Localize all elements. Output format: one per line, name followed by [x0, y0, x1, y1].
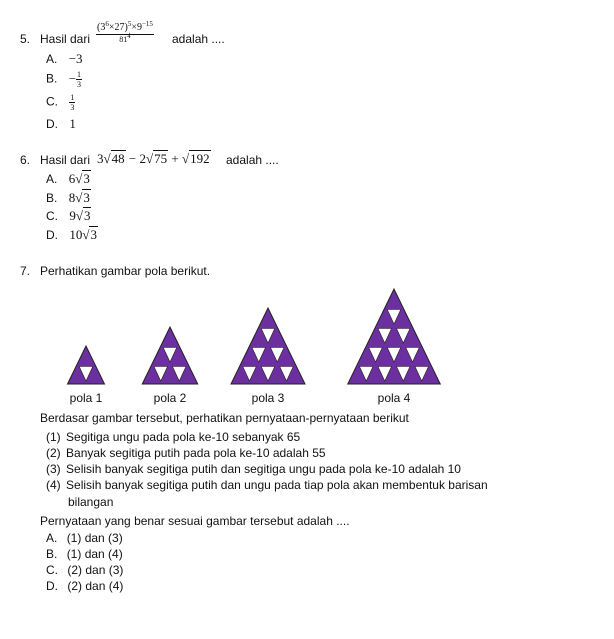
q6-option-radicand: 3	[83, 171, 90, 186]
q6-option-label: B.	[46, 191, 58, 205]
q7-statement-text: Selisih banyak segitiga putih dan segitiga ungu pada pola ke-10 adalah 10	[66, 462, 461, 476]
q6-term-op: +	[171, 151, 179, 166]
pattern-3	[231, 308, 305, 405]
q7-option-label: D.	[46, 579, 58, 593]
q5-option-label: A.	[46, 52, 58, 66]
q5-base1: 3	[100, 22, 106, 33]
q7-option-text: (2) dan (4)	[67, 579, 124, 593]
pattern-1	[68, 346, 105, 405]
q7-statement-number: (2)	[46, 446, 61, 460]
q6-option-d[interactable]: D. 10√3	[46, 227, 97, 242]
q6-term-coef: 2	[139, 151, 146, 166]
q5-option-d[interactable]	[46, 117, 76, 131]
q6-term-radicand: 75	[154, 151, 168, 166]
q6-option-coef: 10	[69, 227, 83, 242]
q7-option-c[interactable]	[46, 563, 123, 577]
q6-term-op: −	[128, 151, 137, 166]
q5-option-a[interactable]	[46, 52, 83, 66]
q6-expression: 3√48 − 2√75 + √192	[97, 151, 210, 166]
q7-statement-text: Segitiga ungu pada pola ke-10 sebanyak 65	[66, 430, 301, 444]
q5-exp2: −15	[141, 20, 153, 28]
triangle-pattern-figure	[0, 270, 614, 410]
q5-suffix: adalah ....	[172, 32, 225, 46]
q7-statement-number: (3)	[46, 462, 61, 476]
q7-statement-text: Banyak segitiga putih pada pola ke-10 adalah 55	[66, 446, 326, 460]
q6-option-b[interactable]: B. 8√3	[46, 190, 90, 205]
q5-times2: ×9	[131, 22, 142, 33]
q7-statement-4-continuation: bilangan	[68, 495, 114, 509]
q7-statement-3	[46, 462, 461, 476]
q7-intro: Berdasar gambar tersebut, perhatikan pernyataan-pernyataan berikut	[40, 411, 409, 425]
q5-number: 5.	[20, 32, 31, 46]
q7-option-text: (2) dan (3)	[67, 563, 124, 577]
q7-option-b[interactable]	[46, 547, 123, 561]
q5-option-sign: −	[68, 70, 77, 86]
q5-option-value: 1	[69, 116, 76, 131]
q6-option-c[interactable]: C. 9√3	[46, 208, 91, 223]
q7-option-text: (1) dan (3)	[66, 531, 123, 545]
q7-statement-2	[46, 446, 326, 460]
q7-statement-1	[46, 430, 300, 444]
q6-option-label: C.	[46, 209, 58, 223]
q7-option-a[interactable]	[46, 531, 123, 545]
q6-term-radicand: 48	[111, 151, 125, 166]
q7-statement-number: (4)	[46, 478, 61, 492]
pattern-4	[348, 289, 441, 405]
q5-option-label: C.	[46, 94, 58, 109]
q7-option-label: A.	[46, 531, 58, 545]
q5-den-base: 81	[119, 35, 128, 44]
pattern-label: pola 2	[153, 391, 187, 405]
q5-expression: $\frac{(3^6\times 27)^5\times 9^{-15}}{81^4}$	[97, 20, 153, 44]
q7-number: 7.	[20, 264, 31, 278]
q5-outer-exp: 5	[127, 20, 132, 28]
q6-option-radicand: 3	[83, 190, 90, 205]
q5-option-c[interactable]	[46, 93, 75, 112]
q6-option-coef: 6	[68, 171, 76, 186]
pattern-2	[142, 327, 198, 405]
q7-statement-text: Selisih banyak segitiga putih dan ungu pada tiap pola akan membentuk barisan	[66, 478, 488, 492]
q7-option-text: (1) dan (4)	[66, 547, 123, 561]
q7-option-label: B.	[46, 547, 58, 561]
q5-option-num: 1	[70, 93, 75, 102]
q5-option-value: −3	[68, 51, 83, 66]
q5-option-b[interactable]	[46, 70, 82, 89]
q7-statement-number: (1)	[46, 430, 61, 444]
pattern-label: pola 1	[69, 391, 103, 405]
q6-option-label: D.	[46, 228, 58, 242]
q7-option-label: C.	[46, 563, 58, 577]
q6-option-radicand: 3	[83, 208, 91, 223]
q6-term-radicand: 192	[190, 151, 210, 166]
q6-option-coef: 8	[68, 190, 76, 205]
q5-option-den: 3	[70, 103, 75, 112]
pattern-label: pola 4	[377, 391, 411, 405]
q7-question: Pernyataan yang benar sesuai gambar tersebut adalah ....	[40, 514, 350, 528]
q5-option-label: D.	[46, 117, 58, 131]
q5-prefix: Hasil dari	[40, 32, 91, 46]
q6-option-radicand: 3	[90, 227, 97, 242]
q6-option-label: A.	[46, 172, 58, 186]
q6-term-coef: 3	[97, 151, 104, 166]
q5-option-den: 3	[77, 80, 82, 89]
q6-number: 6.	[20, 153, 31, 167]
q5-times1: ×27	[108, 22, 125, 33]
pattern-label: pola 3	[251, 391, 285, 405]
q5-exp1: 6	[105, 20, 109, 28]
q6-option-coef: 9	[69, 208, 76, 223]
q5-option-num: 1	[77, 70, 82, 79]
q5-option-label: B.	[46, 71, 58, 86]
q6-option-a[interactable]: A. 6√3	[46, 171, 90, 186]
q6-prefix: Hasil dari	[40, 153, 91, 167]
q7-statement-4	[46, 478, 488, 492]
q6-suffix: adalah ....	[226, 153, 279, 167]
q7-text: Perhatikan gambar pola berikut.	[40, 264, 211, 278]
q5-den-exp: 4	[127, 32, 131, 40]
q7-option-d[interactable]	[46, 579, 123, 593]
